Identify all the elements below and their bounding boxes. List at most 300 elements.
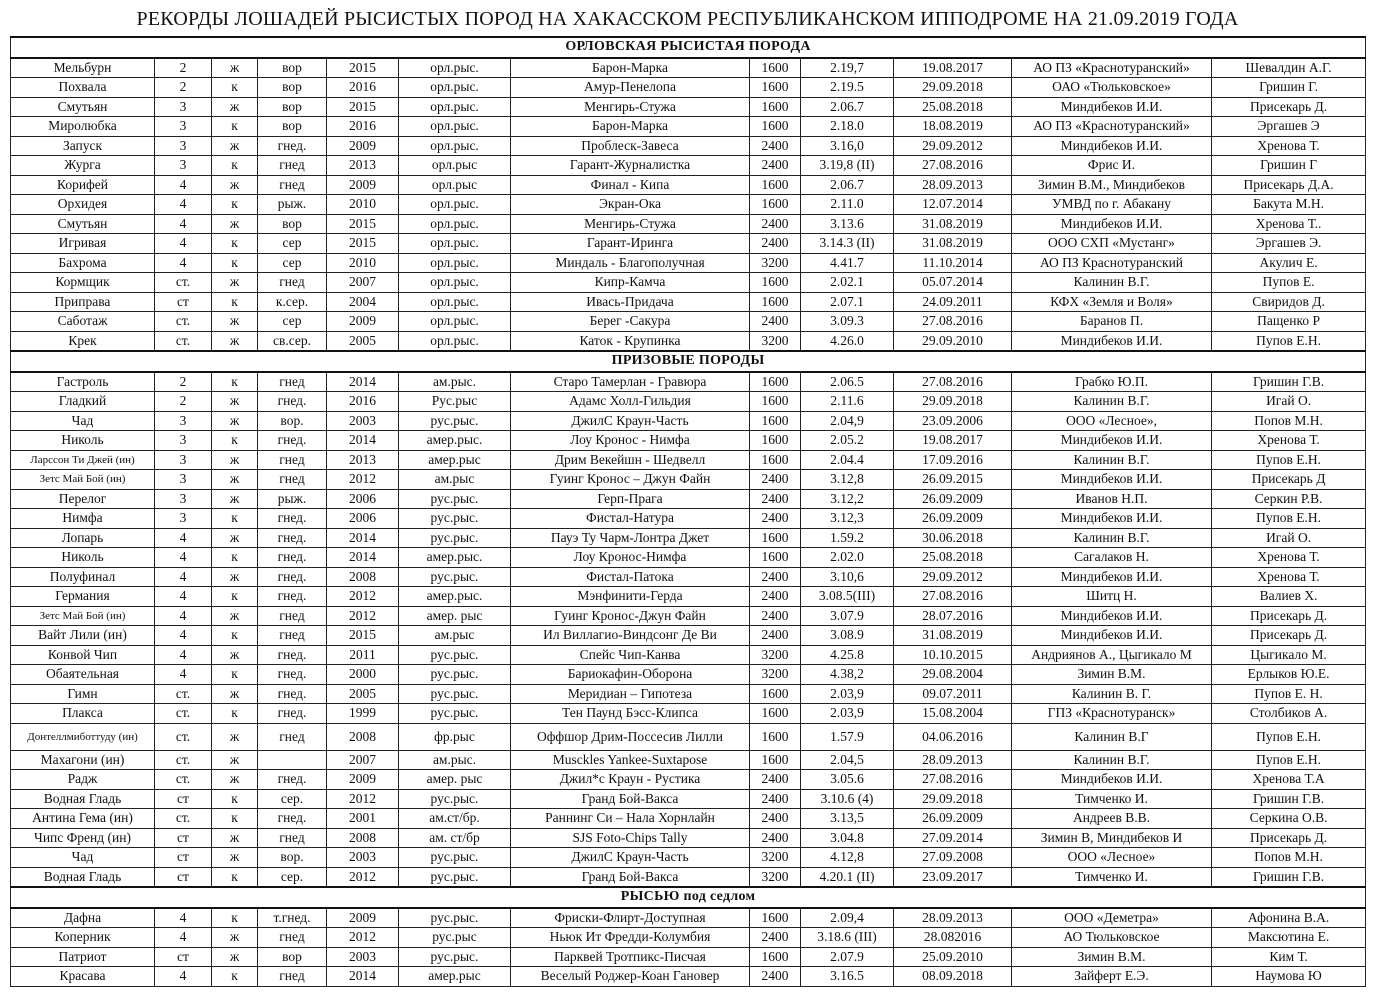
table-row	[11, 567, 1366, 587]
birth-year-cell: 2003	[327, 848, 399, 868]
birth-year-cell: 2016	[327, 117, 399, 137]
jockey-cell: Пупов Е. Н.	[1212, 684, 1366, 704]
table-row	[11, 97, 1366, 117]
birth-year-cell: 2012	[327, 606, 399, 626]
record-time-cell: 4.26.0	[801, 331, 894, 351]
pedigree-cell: Адамс Холл-Гильдия	[511, 392, 750, 412]
record-date-cell: 05.07.2014	[894, 273, 1012, 293]
breed-cell: рус.рыс	[399, 928, 511, 948]
color-cell	[258, 750, 327, 770]
age-cell: 3	[155, 431, 212, 451]
distance-cell: 2400	[750, 156, 801, 176]
sex-cell: ж	[212, 928, 258, 948]
document-title: РЕКОРДЫ ЛОШАДЕЙ РЫСИСТЫХ ПОРОД НА ХАКАССКОМ РЕСПУБЛИКАНСКОМ ИППОДРОМЕ НА 21.09.2019 ГОДА	[136, 8, 1239, 30]
color-cell: гнед.	[258, 587, 327, 607]
birth-year-cell: 2008	[327, 567, 399, 587]
sex-cell: ж	[212, 528, 258, 548]
color-cell: гнед	[258, 967, 327, 987]
table-row	[11, 450, 1366, 470]
distance-cell: 2400	[750, 214, 801, 234]
distance-cell: 2400	[750, 770, 801, 790]
records-table-body	[11, 37, 1366, 986]
birth-year-cell: 2013	[327, 450, 399, 470]
jockey-cell: Хренова Т.	[1212, 431, 1366, 451]
birth-year-cell: 2000	[327, 665, 399, 685]
distance-cell: 2400	[750, 789, 801, 809]
record-time-cell: 4.12,8	[801, 848, 894, 868]
distance-cell: 2400	[750, 234, 801, 254]
distance-cell: 1600	[750, 947, 801, 967]
record-date-cell: 26.09.2009	[894, 509, 1012, 529]
record-date-cell: 08.09.2018	[894, 967, 1012, 987]
age-cell: 3	[155, 470, 212, 490]
distance-cell: 3200	[750, 645, 801, 665]
color-cell: сер.	[258, 789, 327, 809]
table-row	[11, 928, 1366, 948]
age-cell: 4	[155, 587, 212, 607]
horse-name-cell: Зетс Май Бой (ин)	[11, 470, 155, 490]
breed-cell: орл.рыс.	[399, 58, 511, 78]
record-time-cell: 2.07.9	[801, 947, 894, 967]
color-cell: вор.	[258, 848, 327, 868]
pedigree-cell: Musckles Yankee-Suxtapose	[511, 750, 750, 770]
breed-cell: рус.рыс.	[399, 867, 511, 887]
age-cell: ст.	[155, 770, 212, 790]
section-header	[11, 37, 1366, 58]
distance-cell: 2400	[750, 606, 801, 626]
pedigree-cell: Ил Виллагио-Виндсонг Де Ви	[511, 626, 750, 646]
record-time-cell: 1.57.9	[801, 723, 894, 750]
record-date-cell: 28.07.2016	[894, 606, 1012, 626]
horse-name-cell: Антина Гема (ин)	[11, 809, 155, 829]
table-row	[11, 372, 1366, 392]
color-cell: сер	[258, 253, 327, 273]
age-cell: ст.	[155, 273, 212, 293]
pedigree-cell: Бариокафин-Оборона	[511, 665, 750, 685]
color-cell: вор	[258, 58, 327, 78]
record-date-cell: 27.08.2016	[894, 312, 1012, 332]
record-time-cell: 3.05.6	[801, 770, 894, 790]
horse-name-cell: Махагони (ин)	[11, 750, 155, 770]
sex-cell: к	[212, 809, 258, 829]
color-cell: гнед.	[258, 509, 327, 529]
distance-cell: 3200	[750, 867, 801, 887]
pedigree-cell: Экран-Ока	[511, 195, 750, 215]
pedigree-cell: Миндаль - Благополучная	[511, 253, 750, 273]
pedigree-cell: Спейс Чип-Канва	[511, 645, 750, 665]
sex-cell: ж	[212, 312, 258, 332]
pedigree-cell: Гуинг Кронос – Джун Файн	[511, 470, 750, 490]
table-row	[11, 528, 1366, 548]
breed-cell: ам.рыс	[399, 470, 511, 490]
record-date-cell: 31.08.2019	[894, 214, 1012, 234]
record-date-cell: 29.09.2012	[894, 136, 1012, 156]
age-cell: 4	[155, 175, 212, 195]
jockey-cell: Валиев Х.	[1212, 587, 1366, 607]
birth-year-cell: 2007	[327, 273, 399, 293]
jockey-cell: Хренова Т.	[1212, 567, 1366, 587]
owner-cell: ООО «Лесное»	[1012, 848, 1212, 868]
distance-cell: 1600	[750, 750, 801, 770]
horse-name-cell: Красава	[11, 967, 155, 987]
horse-name-cell: Зетс Май Бой (ин)	[11, 606, 155, 626]
table-row	[11, 78, 1366, 98]
record-time-cell: 2.04.4	[801, 450, 894, 470]
record-time-cell: 2.11.6	[801, 392, 894, 412]
pedigree-cell: Раннинг Си – Нала Хорнлайн	[511, 809, 750, 829]
record-time-cell: 3.18.6 (III)	[801, 928, 894, 948]
table-row	[11, 947, 1366, 967]
distance-cell: 1600	[750, 431, 801, 451]
sex-cell: ж	[212, 450, 258, 470]
distance-cell: 3200	[750, 253, 801, 273]
record-time-cell: 3.12,8	[801, 470, 894, 490]
distance-cell: 2400	[750, 312, 801, 332]
horse-name-cell: Чад	[11, 411, 155, 431]
pedigree-cell: ДжилС Краун-Часть	[511, 411, 750, 431]
record-time-cell: 4.20.1 (II)	[801, 867, 894, 887]
jockey-cell: Столбиков А.	[1212, 704, 1366, 724]
birth-year-cell: 2012	[327, 470, 399, 490]
pedigree-cell: Гуинг Кронос-Джун Файн	[511, 606, 750, 626]
distance-cell: 3200	[750, 331, 801, 351]
age-cell: ст.	[155, 723, 212, 750]
color-cell: гнед.	[258, 392, 327, 412]
record-time-cell: 2.11.0	[801, 195, 894, 215]
horse-name-cell: Коперник	[11, 928, 155, 948]
horse-name-cell: Гладкий	[11, 392, 155, 412]
color-cell: гнед	[258, 723, 327, 750]
sex-cell: к	[212, 626, 258, 646]
jockey-cell: Присекарь Д.	[1212, 626, 1366, 646]
breed-cell: амер. рыс	[399, 770, 511, 790]
distance-cell: 2400	[750, 470, 801, 490]
breed-cell: орл.рыс	[399, 175, 511, 195]
owner-cell: Зимин В.М.	[1012, 665, 1212, 685]
breed-cell: орл.рыс.	[399, 136, 511, 156]
owner-cell: Зимин В, Миндибеков И	[1012, 828, 1212, 848]
color-cell: вор	[258, 117, 327, 137]
distance-cell: 1600	[750, 411, 801, 431]
owner-cell: Калинин В.Г.	[1012, 273, 1212, 293]
horse-name-cell: Водная Гладь	[11, 789, 155, 809]
pedigree-cell: Гранд Бой-Вакса	[511, 867, 750, 887]
color-cell: сер	[258, 312, 327, 332]
breed-cell: рус.рыс.	[399, 704, 511, 724]
age-cell: 3	[155, 156, 212, 176]
table-row	[11, 292, 1366, 312]
sex-cell: к	[212, 372, 258, 392]
record-date-cell: 10.10.2015	[894, 645, 1012, 665]
color-cell: к.сер.	[258, 292, 327, 312]
distance-cell: 2400	[750, 567, 801, 587]
sex-cell: ж	[212, 750, 258, 770]
owner-cell: Калинин В.Г.	[1012, 750, 1212, 770]
owner-cell: Тимченко И.	[1012, 789, 1212, 809]
record-date-cell: 25.08.2018	[894, 97, 1012, 117]
owner-cell: ООО «Деметра»	[1012, 908, 1212, 928]
color-cell: гнед	[258, 372, 327, 392]
distance-cell: 1600	[750, 292, 801, 312]
horse-name-cell: Полуфинал	[11, 567, 155, 587]
owner-cell: Зимин В.М.	[1012, 947, 1212, 967]
owner-cell: Миндибеков И.И.	[1012, 770, 1212, 790]
sex-cell: к	[212, 234, 258, 254]
jockey-cell: Гришин Г.В.	[1212, 789, 1366, 809]
jockey-cell: Пупов Е.Н.	[1212, 450, 1366, 470]
jockey-cell: Присекарь Д.	[1212, 606, 1366, 626]
distance-cell: 1600	[750, 684, 801, 704]
pedigree-cell: Кипр-Камча	[511, 273, 750, 293]
distance-cell: 3200	[750, 665, 801, 685]
breed-cell: амер.рыс	[399, 967, 511, 987]
owner-cell: ГПЗ «Краснотуранск»	[1012, 704, 1212, 724]
record-date-cell: 26.09.2009	[894, 489, 1012, 509]
distance-cell: 1600	[750, 273, 801, 293]
birth-year-cell: 2012	[327, 587, 399, 607]
record-date-cell: 25.08.2018	[894, 548, 1012, 568]
jockey-cell: Пупов Е.Н.	[1212, 331, 1366, 351]
birth-year-cell: 2009	[327, 136, 399, 156]
record-time-cell: 3.12,3	[801, 509, 894, 529]
pedigree-cell: Фриски-Флирт-Доступная	[511, 908, 750, 928]
owner-cell: ОАО «Тюльковское»	[1012, 78, 1212, 98]
breed-cell: ам.рыс	[399, 626, 511, 646]
section-title: ОРЛОВСКАЯ РЫСИСТАЯ ПОРОДА	[11, 37, 1366, 58]
record-time-cell: 3.04.8	[801, 828, 894, 848]
breed-cell: рус.рыс.	[399, 567, 511, 587]
owner-cell: Миндибеков И.И.	[1012, 470, 1212, 490]
breed-cell: рус.рыс.	[399, 789, 511, 809]
jockey-cell: Бакута М.Н.	[1212, 195, 1366, 215]
color-cell: гнед	[258, 156, 327, 176]
jockey-cell: Хренова Т.	[1212, 136, 1366, 156]
pedigree-cell: Лоу Кронос - Нимфа	[511, 431, 750, 451]
owner-cell: АО Тюльковское	[1012, 928, 1212, 948]
color-cell: вор.	[258, 411, 327, 431]
sex-cell: ж	[212, 567, 258, 587]
birth-year-cell: 2014	[327, 528, 399, 548]
sex-cell: ж	[212, 470, 258, 490]
jockey-cell: Афонина В.А.	[1212, 908, 1366, 928]
birth-year-cell: 2009	[327, 908, 399, 928]
breed-cell: орл.рыс.	[399, 234, 511, 254]
horse-name-cell: Перелог	[11, 489, 155, 509]
age-cell: 2	[155, 78, 212, 98]
record-time-cell: 2.02.0	[801, 548, 894, 568]
sex-cell: ж	[212, 273, 258, 293]
distance-cell: 1600	[750, 704, 801, 724]
distance-cell: 1600	[750, 392, 801, 412]
breed-cell: ам. ст/бр	[399, 828, 511, 848]
age-cell: 4	[155, 908, 212, 928]
horse-name-cell: Кормщик	[11, 273, 155, 293]
horse-name-cell: Плакса	[11, 704, 155, 724]
age-cell: 4	[155, 606, 212, 626]
sex-cell: ж	[212, 606, 258, 626]
color-cell: гнед.	[258, 528, 327, 548]
jockey-cell: Гришин Г	[1212, 156, 1366, 176]
jockey-cell: Ким Т.	[1212, 947, 1366, 967]
age-cell: 3	[155, 489, 212, 509]
birth-year-cell: 2001	[327, 809, 399, 829]
birth-year-cell: 2014	[327, 967, 399, 987]
color-cell: гнед.	[258, 684, 327, 704]
jockey-cell: Попов М.Н.	[1212, 848, 1366, 868]
pedigree-cell: Фистал-Патока	[511, 567, 750, 587]
record-date-cell: 17.09.2016	[894, 450, 1012, 470]
table-row	[11, 214, 1366, 234]
record-time-cell: 2.19,7	[801, 58, 894, 78]
horse-name-cell: Смутьян	[11, 97, 155, 117]
birth-year-cell: 2015	[327, 97, 399, 117]
record-date-cell: 19.08.2017	[894, 431, 1012, 451]
record-date-cell: 29.09.2018	[894, 78, 1012, 98]
table-row	[11, 509, 1366, 529]
record-date-cell: 27.08.2016	[894, 770, 1012, 790]
horse-name-cell: Николь	[11, 548, 155, 568]
owner-cell: Калинин В.Г.	[1012, 450, 1212, 470]
jockey-cell: Гришин Г.В.	[1212, 372, 1366, 392]
record-date-cell: 15.08.2004	[894, 704, 1012, 724]
sex-cell: к	[212, 78, 258, 98]
record-time-cell: 2.04,5	[801, 750, 894, 770]
record-time-cell: 2.07.1	[801, 292, 894, 312]
pedigree-cell: Дрим Векейшн - Шедвелл	[511, 450, 750, 470]
color-cell: гнед.	[258, 548, 327, 568]
distance-cell: 1600	[750, 97, 801, 117]
breed-cell: орл.рыс.	[399, 331, 511, 351]
jockey-cell: Акулич Е.	[1212, 253, 1366, 273]
age-cell: ст	[155, 789, 212, 809]
distance-cell: 1600	[750, 450, 801, 470]
sex-cell: к	[212, 665, 258, 685]
breed-cell: орл.рыс.	[399, 195, 511, 215]
owner-cell: КФХ «Земля и Воля»	[1012, 292, 1212, 312]
owner-cell: Грабко Ю.П.	[1012, 372, 1212, 392]
birth-year-cell: 2015	[327, 234, 399, 254]
pedigree-cell: Веселый Роджер-Коан Гановер	[511, 967, 750, 987]
birth-year-cell: 2014	[327, 548, 399, 568]
sex-cell: ж	[212, 214, 258, 234]
record-date-cell: 27.09.2008	[894, 848, 1012, 868]
sex-cell: к	[212, 789, 258, 809]
breed-cell: рус.рыс.	[399, 908, 511, 928]
record-date-cell: 27.08.2016	[894, 372, 1012, 392]
record-date-cell: 18.08.2019	[894, 117, 1012, 137]
sex-cell: ж	[212, 58, 258, 78]
age-cell: 3	[155, 136, 212, 156]
jockey-cell: Присекарь Д.	[1212, 828, 1366, 848]
table-row	[11, 431, 1366, 451]
sex-cell: ж	[212, 723, 258, 750]
pedigree-cell: Старо Тамерлан - Гравюра	[511, 372, 750, 392]
sex-cell: ж	[212, 175, 258, 195]
color-cell: гнед	[258, 470, 327, 490]
jockey-cell: Максютина Е.	[1212, 928, 1366, 948]
horse-name-cell: Запуск	[11, 136, 155, 156]
jockey-cell: Свиридов Д.	[1212, 292, 1366, 312]
owner-cell: Миндибеков И.И.	[1012, 431, 1212, 451]
horse-name-cell: Германия	[11, 587, 155, 607]
color-cell: рыж.	[258, 195, 327, 215]
record-time-cell: 3.13.6	[801, 214, 894, 234]
birth-year-cell: 2008	[327, 723, 399, 750]
record-time-cell: 3.12,2	[801, 489, 894, 509]
table-row	[11, 606, 1366, 626]
horse-name-cell: Миролюбка	[11, 117, 155, 137]
sex-cell: к	[212, 156, 258, 176]
sex-cell: к	[212, 908, 258, 928]
birth-year-cell: 2012	[327, 789, 399, 809]
color-cell: гнед.	[258, 136, 327, 156]
birth-year-cell: 2006	[327, 509, 399, 529]
owner-cell: Калинин В.Г.	[1012, 528, 1212, 548]
distance-cell: 1600	[750, 528, 801, 548]
distance-cell: 1600	[750, 175, 801, 195]
horse-name-cell: Лопарь	[11, 528, 155, 548]
distance-cell: 1600	[750, 548, 801, 568]
jockey-cell: Эргашев Э.	[1212, 234, 1366, 254]
horse-name-cell: Смутьян	[11, 214, 155, 234]
breed-cell: ам.ст/бр.	[399, 809, 511, 829]
age-cell: ст	[155, 828, 212, 848]
age-cell: ст.	[155, 704, 212, 724]
pedigree-cell: SJS Foto-Chips Tally	[511, 828, 750, 848]
pedigree-cell: Парквей Тротпикс-Писчая	[511, 947, 750, 967]
breed-cell: рус.рыс.	[399, 411, 511, 431]
record-date-cell: 31.08.2019	[894, 234, 1012, 254]
jockey-cell: Хренова Т..	[1212, 214, 1366, 234]
owner-cell: Андриянов А., Цыгикало М	[1012, 645, 1212, 665]
record-date-cell: 30.06.2018	[894, 528, 1012, 548]
age-cell: 4	[155, 567, 212, 587]
breed-cell: орл.рыс.	[399, 292, 511, 312]
birth-year-cell: 2015	[327, 626, 399, 646]
pedigree-cell: Проблеск-Завеса	[511, 136, 750, 156]
age-cell: ст	[155, 292, 212, 312]
color-cell: гнед.	[258, 645, 327, 665]
table-row	[11, 867, 1366, 887]
table-row	[11, 908, 1366, 928]
jockey-cell: Присекарь Д.А.	[1212, 175, 1366, 195]
table-row	[11, 312, 1366, 332]
horse-name-cell: Нимфа	[11, 509, 155, 529]
birth-year-cell: 2009	[327, 770, 399, 790]
distance-cell: 2400	[750, 509, 801, 529]
owner-cell: Калинин В.Г.	[1012, 392, 1212, 412]
color-cell: гнед	[258, 928, 327, 948]
color-cell: вор	[258, 97, 327, 117]
distance-cell: 2400	[750, 967, 801, 987]
record-date-cell: 26.09.2015	[894, 470, 1012, 490]
age-cell: ст.	[155, 750, 212, 770]
table-row	[11, 195, 1366, 215]
distance-cell: 2400	[750, 587, 801, 607]
birth-year-cell: 2014	[327, 431, 399, 451]
color-cell: т.гнед.	[258, 908, 327, 928]
sex-cell: ж	[212, 97, 258, 117]
birth-year-cell: 2012	[327, 928, 399, 948]
breed-cell: ам.рыс.	[399, 750, 511, 770]
breed-cell: ам.рыс.	[399, 372, 511, 392]
record-time-cell: 3.09.3	[801, 312, 894, 332]
owner-cell: Зайферт Е.Э.	[1012, 967, 1212, 987]
horse-name-cell: Ларссон Ти Джей (ин)	[11, 450, 155, 470]
pedigree-cell: Финал - Кипа	[511, 175, 750, 195]
table-row	[11, 770, 1366, 790]
pedigree-cell: Герп-Прага	[511, 489, 750, 509]
